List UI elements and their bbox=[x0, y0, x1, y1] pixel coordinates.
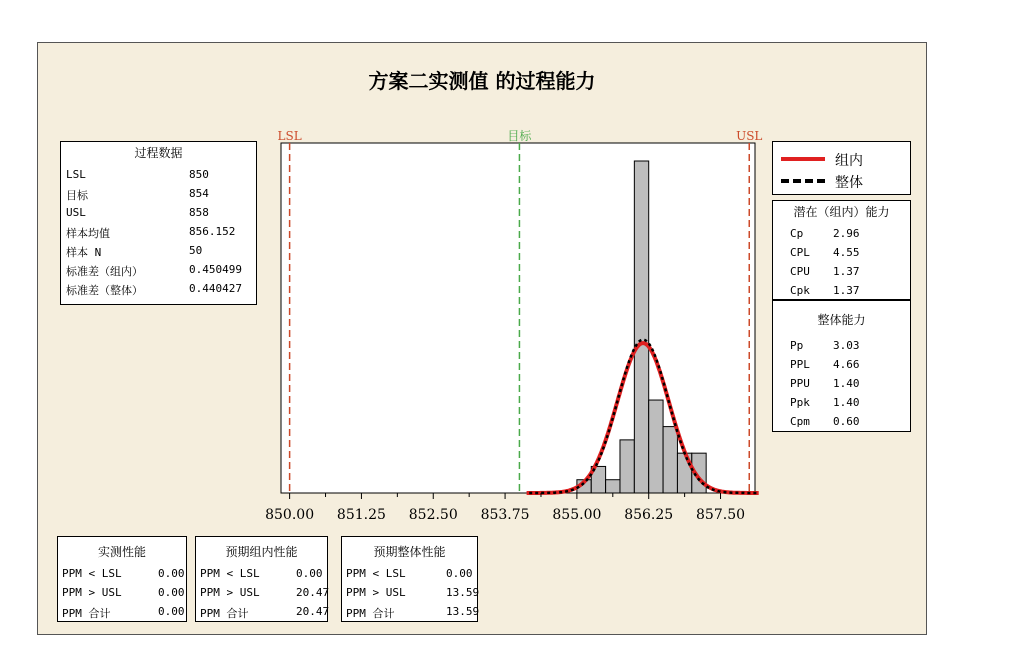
perf-row-label: PPM > USL bbox=[200, 586, 260, 599]
overall-row-value: 1.40 bbox=[833, 396, 860, 409]
x-tick-label: 853.75 bbox=[480, 507, 530, 523]
x-tick-label: 857.50 bbox=[696, 507, 746, 523]
process-data-row-label: 目标 bbox=[66, 189, 88, 202]
overall-row-label: Pp bbox=[790, 339, 804, 352]
overall-row-value: 1.40 bbox=[833, 377, 860, 390]
process-data-row-label: 标准差（整体） bbox=[66, 284, 143, 297]
histogram-bar bbox=[663, 427, 677, 493]
overall-row-label: PPU bbox=[790, 377, 810, 390]
perf-row-value: 20.47 bbox=[296, 605, 330, 618]
perf-observed-header: 实测性能 bbox=[97, 545, 146, 559]
perf-row-label: PPM > USL bbox=[62, 586, 122, 599]
potential-row-label: Cpk bbox=[790, 284, 810, 297]
spec-line-label: USL bbox=[736, 129, 763, 143]
process-data-row-value: 850 bbox=[189, 168, 209, 181]
overall-row-label: PPL bbox=[790, 358, 810, 371]
perf-row-value: 0.00 bbox=[158, 586, 185, 599]
potential-row-label: Cp bbox=[790, 227, 804, 240]
potential-row-value: 1.37 bbox=[833, 265, 860, 278]
perf-row-label: PPM < LSL bbox=[346, 567, 406, 580]
perf-row-value: 0.00 bbox=[158, 605, 185, 618]
process-data-row-value: 0.440427 bbox=[189, 282, 242, 295]
chart-title: 方案二实测值 的过程能力 bbox=[368, 69, 596, 93]
chart-frame bbox=[37, 42, 927, 635]
perf-row-label: PPM 合计 bbox=[346, 607, 395, 620]
process-data-header: 过程数据 bbox=[134, 146, 183, 160]
process-data-row-value: 858 bbox=[189, 206, 209, 219]
potential-row-label: CPL bbox=[790, 246, 810, 259]
process-data-row-value: 0.450499 bbox=[189, 263, 242, 276]
perf-row-label: PPM > USL bbox=[346, 586, 406, 599]
process-data-row-label: LSL bbox=[66, 168, 86, 181]
perf-row-value: 13.59 bbox=[446, 586, 480, 599]
potential-row-label: CPU bbox=[790, 265, 810, 278]
process-data-row-label: 样本均值 bbox=[66, 227, 110, 240]
overall-row-value: 3.03 bbox=[833, 339, 860, 352]
overall-row-label: Cpm bbox=[790, 415, 810, 428]
histogram-bar bbox=[620, 440, 634, 493]
x-tick-label: 851.25 bbox=[336, 507, 386, 523]
perf-overall-header: 预期整体性能 bbox=[373, 545, 446, 559]
histogram-plot bbox=[38, 43, 928, 636]
perf-row-value: 0.00 bbox=[296, 567, 323, 580]
perf-row-label: PPM 合计 bbox=[200, 607, 249, 620]
overall-row-value: 0.60 bbox=[833, 415, 860, 428]
process-data-row-value: 856.152 bbox=[189, 225, 236, 238]
legend-label-within: 组内 bbox=[835, 153, 863, 169]
overall-header: 整体能力 bbox=[817, 313, 866, 327]
perf-within-header: 预期组内性能 bbox=[225, 545, 298, 559]
plot-area bbox=[281, 143, 755, 493]
spec-line-label: 目标 bbox=[507, 129, 532, 143]
histogram-bar bbox=[634, 161, 648, 493]
potential-row-value: 4.55 bbox=[833, 246, 860, 259]
perf-row-value: 20.47 bbox=[296, 586, 330, 599]
potential-header: 潜在（组内）能力 bbox=[793, 205, 890, 219]
histogram-bar bbox=[606, 480, 620, 493]
potential-row-value: 1.37 bbox=[833, 284, 860, 297]
process-data-row-label: USL bbox=[66, 206, 86, 219]
x-tick-label: 855.00 bbox=[552, 507, 602, 523]
perf-row-label: PPM 合计 bbox=[62, 607, 111, 620]
process-data-row-label: 标准差（组内） bbox=[66, 265, 143, 278]
x-tick-label: 856.25 bbox=[624, 507, 674, 523]
overall-row-label: Ppk bbox=[790, 396, 810, 409]
perf-row-label: PPM < LSL bbox=[200, 567, 260, 580]
x-tick-label: 852.50 bbox=[408, 507, 458, 523]
perf-row-value: 0.00 bbox=[446, 567, 473, 580]
histogram-bar bbox=[649, 400, 663, 493]
overall-row-value: 4.66 bbox=[833, 358, 860, 371]
potential-row-value: 2.96 bbox=[833, 227, 860, 240]
process-data-row-label: 样本 N bbox=[66, 246, 102, 259]
spec-line-label: LSL bbox=[277, 129, 302, 143]
perf-row-value: 13.59 bbox=[446, 605, 480, 618]
perf-row-value: 0.00 bbox=[158, 567, 185, 580]
legend-label-overall: 整体 bbox=[835, 175, 863, 191]
x-tick-label: 850.00 bbox=[265, 507, 315, 523]
process-data-row-value: 854 bbox=[189, 187, 209, 200]
process-data-row-value: 50 bbox=[189, 244, 203, 257]
perf-row-label: PPM < LSL bbox=[62, 567, 122, 580]
